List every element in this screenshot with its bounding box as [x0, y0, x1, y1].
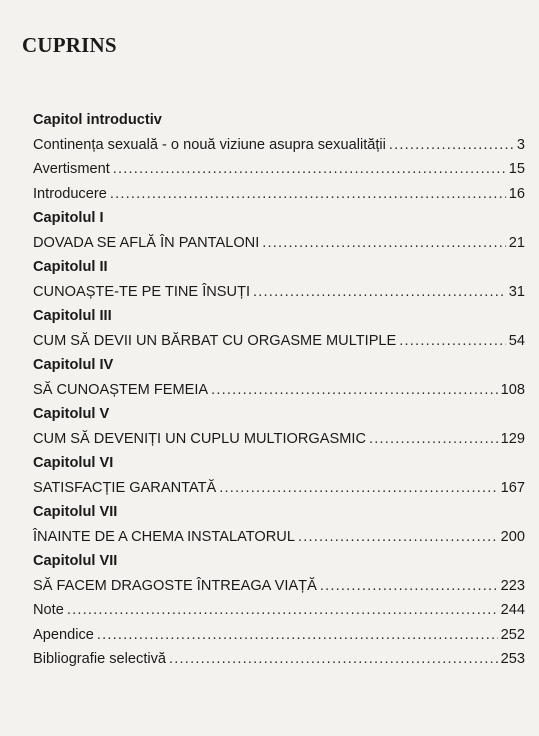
- toc-entry-title: Continența sexuală - o nouă viziune asupra sexualității: [33, 136, 386, 153]
- toc-entry: [33, 329, 525, 354]
- toc-entry-page-number: 31: [508, 283, 525, 300]
- toc-entry: [33, 182, 525, 207]
- chapter-heading: Capitolul VII: [33, 504, 118, 520]
- toc-entry-title: CUM SĂ DEVENIȚI UN CUPLU MULTIORGASMIC: [33, 430, 366, 447]
- page-title: CUPRINS: [22, 33, 117, 57]
- chapter-heading: Capitolul VII: [33, 553, 118, 569]
- toc-entry-title: DOVADA SE AFLĂ ÎN PANTALONI: [33, 234, 260, 251]
- toc-entry-title: Avertisment: [33, 161, 110, 177]
- toc-entry: [33, 157, 525, 182]
- table-of-contents: [33, 108, 525, 672]
- toc-entry: [33, 647, 525, 672]
- toc-entry: [33, 525, 525, 550]
- dot-leader: [110, 182, 506, 207]
- toc-entry: [33, 133, 525, 158]
- toc-entry: [33, 231, 525, 256]
- chapter-heading: Capitolul I: [33, 210, 104, 226]
- dot-leader: [298, 525, 498, 550]
- toc-entry-page-number: 54: [508, 332, 525, 349]
- dot-leader: [67, 598, 498, 623]
- dot-leader: [369, 427, 498, 452]
- toc-entry-page-number: 253: [500, 651, 525, 667]
- dot-leader: [97, 623, 498, 648]
- toc-entry-page-number: 108: [500, 381, 525, 398]
- toc-entry-page-number: 200: [500, 528, 525, 545]
- toc-entry-title: SATISFACȚIE GARANTATĂ: [33, 479, 217, 496]
- toc-entry: [33, 476, 525, 501]
- chapter-heading: Capitolul III: [33, 308, 112, 324]
- toc-entry-title: CUM SĂ DEVII UN BĂRBAT CU ORGASME MULTIPLE: [33, 332, 397, 349]
- toc-entry-page-number: 129: [500, 430, 525, 447]
- toc-entry: [33, 574, 525, 599]
- toc-entry-page-number: 21: [508, 234, 525, 251]
- toc-entry-title: SĂ FACEM DRAGOSTE ÎNTREAGA VIAȚĂ: [33, 577, 317, 594]
- toc-entry-page-number: 223: [500, 577, 525, 594]
- toc-entry-title: CUNOAȘTE-TE PE TINE ÎNSUȚI: [33, 283, 251, 300]
- dot-leader: [253, 280, 506, 305]
- chapter-heading: Capitolul II: [33, 259, 108, 275]
- chapter-heading: Capitol introductiv: [33, 112, 162, 128]
- toc-entry: [33, 427, 525, 452]
- toc-entry-page-number: 167: [500, 479, 525, 496]
- dot-leader: [320, 574, 498, 599]
- toc-entry-title: Bibliografie selectivă: [33, 651, 167, 667]
- toc-entry-title: Apendice: [33, 626, 94, 643]
- toc-entry-page-number: 16: [508, 185, 525, 202]
- toc-entry-page-number: 252: [500, 626, 525, 643]
- dot-leader: [399, 329, 505, 354]
- toc-entry-title: SĂ CUNOAȘTEM FEMEIA: [33, 381, 209, 398]
- toc-entry-page-number: 3: [516, 136, 525, 153]
- dot-leader: [169, 647, 498, 672]
- chapter-heading: Capitolul IV: [33, 357, 114, 373]
- dot-leader: [113, 157, 506, 182]
- toc-entry: [33, 378, 525, 403]
- chapter-heading: Capitolul VI: [33, 455, 114, 471]
- toc-entry-page-number: 244: [500, 602, 525, 618]
- toc-entry: [33, 623, 525, 648]
- dot-leader: [262, 231, 506, 256]
- toc-entry-title: Note: [33, 602, 64, 618]
- dot-leader: [389, 133, 514, 158]
- toc-entry-page-number: 15: [508, 161, 525, 177]
- toc-entry: [33, 280, 525, 305]
- toc-entry-title: Introducere: [33, 185, 107, 202]
- toc-entry-title: ÎNAINTE DE A CHEMA INSTALATORUL: [33, 528, 295, 545]
- dot-leader: [219, 476, 497, 501]
- toc-entry: [33, 598, 525, 623]
- dot-leader: [211, 378, 497, 403]
- chapter-heading: Capitolul V: [33, 406, 110, 422]
